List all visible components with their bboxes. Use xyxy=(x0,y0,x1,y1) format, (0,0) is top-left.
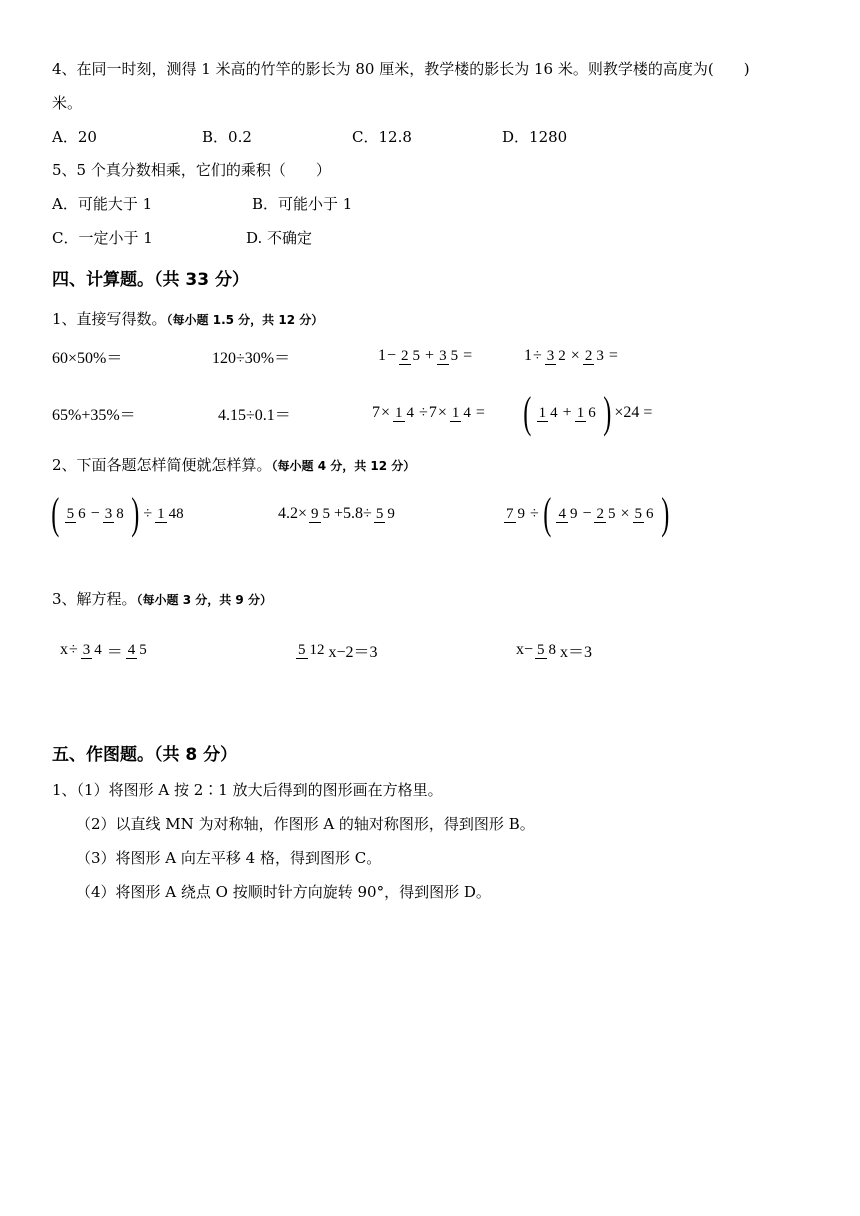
calc-2-1 xyxy=(48,489,188,538)
q4-option-d: D．1280 xyxy=(502,128,568,146)
numerator: 3 xyxy=(439,348,447,364)
fraction xyxy=(393,404,416,422)
denominator: 3 xyxy=(596,348,604,364)
calc-2-1-minus: − xyxy=(90,505,100,522)
calc-1-3-minus: − xyxy=(387,347,397,364)
right-paren: ) xyxy=(602,388,612,437)
equation-2 xyxy=(294,628,378,672)
numerator: 4 xyxy=(127,642,136,658)
part-2-label-text: 2、下面各题怎样简便就怎样算。 xyxy=(52,456,272,474)
calc-1-7-times: × xyxy=(381,404,391,421)
denominator: 5 xyxy=(450,348,459,364)
calc-1-4-one: 1 xyxy=(524,347,532,364)
q4-option-c: C．12.8 xyxy=(352,128,412,146)
part-3-label xyxy=(52,589,272,610)
denominator: 4 xyxy=(463,405,471,421)
equation-1-x: x xyxy=(60,641,68,658)
calc-1-4 xyxy=(524,334,619,378)
numerator: 3 xyxy=(104,506,113,522)
fraction xyxy=(155,505,186,523)
numerator: 3 xyxy=(82,642,91,658)
denominator: 5 xyxy=(607,506,616,522)
equation-1-eq: ＝ xyxy=(106,643,123,661)
calc-2-1-div: ÷ xyxy=(143,505,153,522)
part-2-label xyxy=(52,455,415,476)
calc-2-3 xyxy=(502,489,672,538)
denominator: 5 xyxy=(139,642,147,658)
numerator: 1 xyxy=(576,405,585,421)
denominator: 5 xyxy=(412,348,421,364)
fraction xyxy=(556,505,579,523)
equation-1 xyxy=(60,628,151,672)
calc-1-3-eq: = xyxy=(463,347,473,364)
calc-1-5: 65%+35%＝ xyxy=(52,406,136,424)
calc-1-6: 4.15÷0.1＝ xyxy=(218,406,291,424)
calc-1-8-times24: ×24 = xyxy=(614,404,653,421)
fraction xyxy=(633,505,656,523)
calc-1-2: 120÷30%＝ xyxy=(212,349,291,367)
part-1-label-text: 1、直接写得数。 xyxy=(52,310,167,328)
fraction xyxy=(374,505,397,523)
denominator: 4 xyxy=(94,642,102,658)
fraction xyxy=(309,505,332,523)
fraction xyxy=(103,505,126,523)
fraction xyxy=(583,347,606,365)
fraction xyxy=(437,347,460,365)
numerator: 1 xyxy=(538,405,547,421)
section-4-title: 四、计算题。（共 33 分） xyxy=(52,270,249,290)
numerator: 1 xyxy=(451,405,460,421)
q5-option-d: D. 不确定 xyxy=(246,229,313,247)
right-paren: ) xyxy=(660,489,669,538)
calc-1-7-seven-2: 7 xyxy=(428,404,437,421)
calc-1-7-seven: 7 xyxy=(372,404,380,421)
equation-3 xyxy=(516,628,592,672)
q5-option-a: A．可能大于 1 xyxy=(52,195,153,213)
calc-1-4-times: × xyxy=(570,347,580,364)
drawing-task-3: （3）将图形 A 向左平移 4 格，得到图形 C。 xyxy=(76,849,382,867)
drawing-task-1: 1、（1）将图形 A 按 2∶1 放大后得到的图形画在方格里。 xyxy=(52,781,443,799)
fraction xyxy=(535,641,558,659)
fraction xyxy=(537,404,560,422)
calc-2-2-a: 4.2× xyxy=(278,505,308,522)
denominator: 8 xyxy=(548,642,557,658)
denominator: 4 xyxy=(406,405,415,421)
numerator: 5 xyxy=(66,506,75,522)
numerator: 9 xyxy=(311,506,319,522)
q4-option-b: B．0.2 xyxy=(202,128,252,146)
section-5-title: 五、作图题。（共 8 分） xyxy=(52,745,238,765)
drawing-task-4: （4）将图形 A 绕点 O 按顺时针方向旋转 90°，得到图形 D。 xyxy=(76,883,491,901)
denominator: 5 xyxy=(322,506,331,522)
fraction xyxy=(296,641,327,659)
fraction xyxy=(594,505,617,523)
calc-1-8 xyxy=(520,388,653,437)
part-3-note: （每小题 3 分，共 9 分） xyxy=(136,593,272,607)
calc-2-2-b: +5.8÷ xyxy=(334,505,372,522)
right-paren: ) xyxy=(130,489,140,538)
q5-option-c: C．一定小于 1 xyxy=(52,229,153,247)
q4-stem-line2: 米。 xyxy=(52,94,83,112)
numerator: 1 xyxy=(395,405,403,421)
numerator: 7 xyxy=(506,506,514,522)
denominator: 4 xyxy=(550,405,558,421)
calc-1-3-one: 1 xyxy=(378,347,386,364)
left-paren: ( xyxy=(51,489,60,538)
calc-1-4-div: ÷ xyxy=(533,347,542,364)
part-2-note: （每小题 4 分，共 12 分） xyxy=(271,459,416,473)
fraction xyxy=(450,404,473,422)
part-1-note: （每小题 1.5 分，共 12 分） xyxy=(166,313,324,327)
q4-option-a: A．20 xyxy=(52,128,97,146)
numerator: 5 xyxy=(537,642,545,658)
equation-3-x-minus: x− xyxy=(516,641,534,658)
calc-1-4-eq: = xyxy=(608,347,618,364)
denominator: 2 xyxy=(558,348,566,364)
fraction xyxy=(575,404,598,422)
calc-2-3-times: × xyxy=(620,505,630,522)
numerator: 2 xyxy=(584,348,593,364)
numerator: 4 xyxy=(558,506,566,522)
q4-stem-line1: 4、在同一时刻，测得 1 米高的竹竿的影长为 80 厘米，教学楼的影长为 16 米。则教学楼的高度为( ) xyxy=(52,60,750,78)
denominator: 6 xyxy=(588,405,596,421)
fraction xyxy=(399,347,422,365)
calc-1-7-eq: = xyxy=(475,404,485,421)
numerator: 2 xyxy=(401,348,409,364)
fraction xyxy=(504,505,527,523)
calc-1-3 xyxy=(378,334,473,378)
left-paren: ( xyxy=(543,489,552,538)
numerator: 3 xyxy=(546,348,555,364)
calc-2-2 xyxy=(278,492,399,536)
denominator: 8 xyxy=(116,506,124,522)
q5-option-b: B．可能小于 1 xyxy=(252,195,353,213)
numerator: 5 xyxy=(634,506,642,522)
denominator: 6 xyxy=(78,506,86,522)
denominator: 9 xyxy=(569,506,578,522)
part-1-label xyxy=(52,309,323,330)
denominator: 9 xyxy=(517,506,525,522)
left-paren: ( xyxy=(523,388,532,437)
equation-3-rest: x＝3 xyxy=(560,643,593,661)
calc-1-7-times-2: × xyxy=(437,404,447,421)
denominator: 48 xyxy=(168,506,184,522)
calc-2-3-minus: − xyxy=(582,505,592,522)
part-3-label-text: 3、解方程。 xyxy=(52,590,137,608)
numerator: 5 xyxy=(298,642,306,658)
calc-1-1: 60×50%＝ xyxy=(52,349,123,367)
equation-1-div: ÷ xyxy=(69,641,78,658)
numerator: 5 xyxy=(375,506,384,522)
fraction xyxy=(65,505,88,523)
calc-1-7 xyxy=(372,391,486,435)
fraction xyxy=(545,347,568,365)
q5-stem: 5、5 个真分数相乘，它们的乘积（ ） xyxy=(52,161,331,179)
equation-2-rest: x−2＝3 xyxy=(328,643,378,661)
numerator: 1 xyxy=(157,506,165,522)
fraction xyxy=(81,641,104,659)
calc-1-7-div: ÷ xyxy=(419,404,428,421)
numerator: 2 xyxy=(596,506,604,522)
denominator: 12 xyxy=(309,642,325,658)
denominator: 9 xyxy=(387,506,395,522)
calc-1-8-plus: + xyxy=(562,404,572,421)
fraction xyxy=(126,641,149,659)
drawing-task-2: （2）以直线 MN 为对称轴，作图形 A 的轴对称图形，得到图形 B。 xyxy=(76,815,535,833)
calc-1-3-plus: + xyxy=(425,347,435,364)
denominator: 6 xyxy=(646,506,654,522)
calc-2-3-div: ÷ xyxy=(530,505,539,522)
